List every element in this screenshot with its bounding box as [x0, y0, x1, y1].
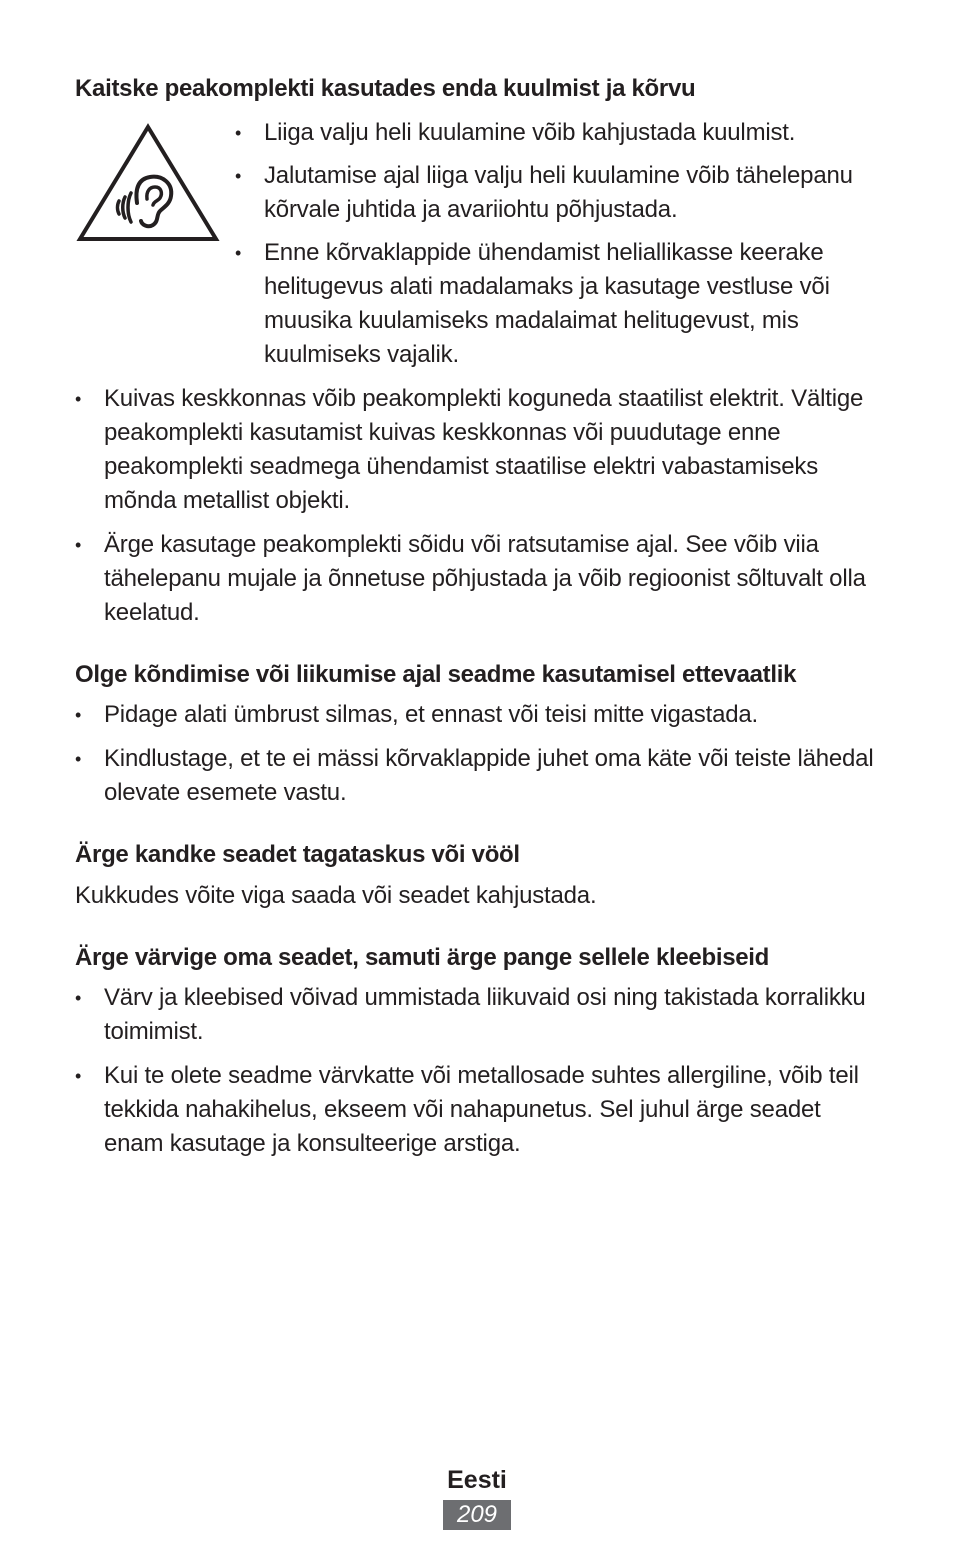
- section-pocket: [75, 836, 885, 913]
- list-item: • Kuivas keskkonnas võib peakomplekti koguneda staatilist elektrit. Vältige peakomplekti kasutamist kuivas keskkonnas või puudutage enne peakomplekti seadmega ühendamist staatilise elektri vabastamiseks mõnda metallist objekti.: [75, 382, 885, 518]
- bullet-list: [75, 981, 885, 1161]
- section-heading: Kaitske peakomplekti kasutades enda kuulmist ja kõrvu: [75, 75, 696, 102]
- section-walking: [75, 656, 885, 810]
- page-number-badge: 209: [443, 1500, 511, 1530]
- list-item: • Värv ja kleebised võivad ummistada liikuvaid osi ning takistada korralikku toimimist.: [75, 981, 885, 1049]
- list-item: • Kindlustage, et te ei mässi kõrvaklappide juhet oma käte või teiste lähedal olevate esemete vastu.: [75, 742, 885, 810]
- section-paragraph: Kukkudes võite viga saada või seadet kahjustada.: [75, 882, 597, 909]
- page-footer: [0, 1462, 954, 1530]
- warning-block: [75, 116, 885, 372]
- bullet-list: [75, 698, 885, 810]
- document-page: [75, 70, 885, 1161]
- section-hearing: [75, 70, 885, 630]
- list-item: • Ärge kasutage peakomplekti sõidu või ratsutamise ajal. See võib viia tähelepanu mujale ja õnnetuse põhjustada ja võib regioonist sõltuvalt olla keelatud.: [75, 528, 885, 630]
- section-heading: Olge kõndimise või liikumise ajal seadme kasutamisel ettevaatlik: [75, 661, 797, 688]
- list-item: • Jalutamise ajal liiga valju heli kuulamine võib tähelepanu kõrvale juhtida ja avariiohtu põhjustada.: [235, 159, 885, 227]
- section-heading: Ärge kandke seadet tagataskus või vööl: [75, 841, 520, 868]
- list-item: • Enne kõrvaklappide ühendamist heliallikasse keerake helitugevus alati madalamaks ja kasutage vestluse või muusika kuulamiseks madalaimat helitugevust, mis kuulmiseks vajalik.: [235, 236, 885, 372]
- section-heading: Ärge värvige oma seadet, samuti ärge pange sellele kleebiseid: [75, 944, 770, 971]
- list-item: • Pidage alati ümbrust silmas, et ennast või teisi mitte vigastada.: [75, 698, 885, 732]
- bullet-list: [75, 382, 885, 630]
- list-item: • Liiga valju heli kuulamine võib kahjustada kuulmist.: [235, 116, 885, 150]
- footer-language: Eesti: [447, 1466, 507, 1494]
- hearing-warning-icon: [75, 116, 235, 372]
- list-item: • Kui te olete seadme värvkatte või metallosade suhtes allergiline, võib teil tekkida nahakihelus, ekseem või nahapunetus. Sel juhul ärge seadet enam kasutage ja konsulteerige arstiga.: [75, 1059, 885, 1161]
- section-paint: [75, 939, 885, 1161]
- warning-bullet-list: [235, 116, 885, 372]
